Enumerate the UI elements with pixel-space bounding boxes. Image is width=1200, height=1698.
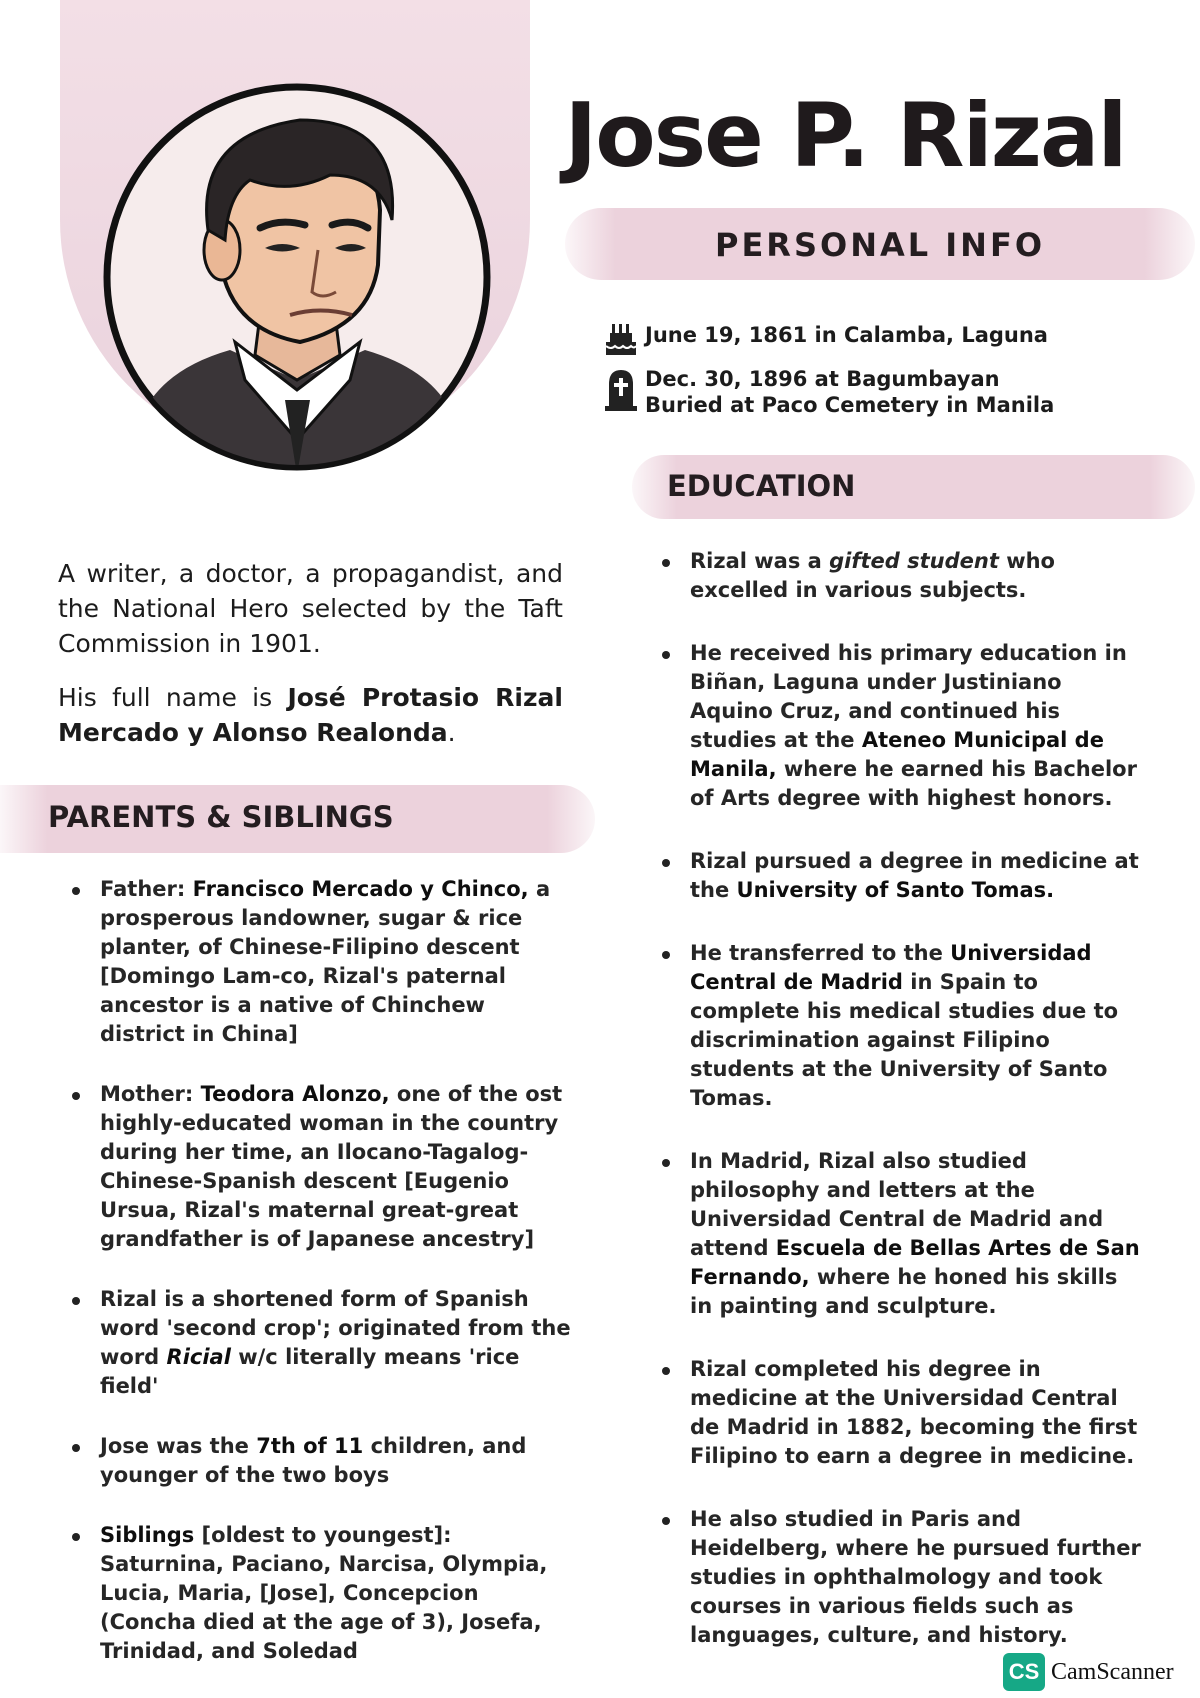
- fullname-prefix: His full name is: [58, 683, 273, 712]
- camscanner-watermark: [1003, 1652, 1174, 1692]
- personal-info-heading: PERSONAL INFO: [714, 226, 1046, 264]
- education-school: Universidad Central de Madrid: [690, 941, 1092, 994]
- mother-label: Mother:: [100, 1082, 194, 1106]
- burial-text: Buried at Paco Cemetery in Manila: [645, 393, 1055, 417]
- education-text: where he honed his skills in painting and sculpture.: [690, 1265, 1118, 1318]
- education-text: In Madrid, Rizal also studied philosophy and letters at the Universidad Central de Madrid and attend: [690, 1149, 1104, 1260]
- tombstone-icon: [603, 366, 639, 410]
- rizal-portrait: [100, 80, 495, 475]
- mother-name: Teodora Alonzo,: [200, 1082, 390, 1106]
- education-list: [662, 547, 1142, 1684]
- education-school: Ateneo Municipal de Manila,: [690, 728, 1104, 781]
- education-text: Rizal was a: [690, 549, 822, 573]
- education-item: [662, 939, 1142, 1113]
- personal-info-banner: [565, 208, 1195, 280]
- birth-info: [645, 322, 1048, 348]
- education-text: He received his primary education in Biñan, Laguna under Justiniano Aquino Cruz, and continued his studies at the: [690, 641, 1127, 752]
- education-item: [662, 1505, 1142, 1650]
- education-text: He transferred to the: [690, 941, 943, 965]
- name-origin-meaning: w/c literally means 'rice field': [100, 1345, 520, 1398]
- education-banner: [632, 455, 1195, 519]
- birth-order-text: Jose was the: [100, 1434, 249, 1458]
- intro-description: A writer, a doctor, a propagandist, and the National Hero selected by the Taft Commission in 1901.: [58, 559, 563, 658]
- siblings-label: Siblings: [100, 1523, 195, 1547]
- death-text: Dec. 30, 1896 at Bagumbayan: [645, 367, 1000, 391]
- education-item: [662, 1355, 1142, 1471]
- father-label: Father:: [100, 877, 186, 901]
- education-emphasis: gifted student: [829, 549, 999, 573]
- list-item-name-origin: [72, 1285, 572, 1401]
- parents-siblings-heading: PARENTS & SIBLINGS: [48, 800, 394, 834]
- education-text: where he earned his Bachelor of Arts degree with highest honors.: [690, 757, 1137, 810]
- education-school: University of Santo Tomas.: [736, 878, 1055, 902]
- education-text: who excelled in various subjects.: [690, 549, 1055, 602]
- birth-order-number: 7th of 11: [256, 1434, 364, 1458]
- birth-order-detail: children, and younger of the two boys: [100, 1434, 527, 1487]
- education-item: [662, 847, 1142, 905]
- list-item-siblings: [72, 1521, 572, 1666]
- education-text: Rizal pursued a degree in medicine at the: [690, 849, 1139, 902]
- list-item-mother: [72, 1080, 572, 1254]
- education-item: [662, 639, 1142, 813]
- education-text: He also studied in Paris and Heidelberg, where he pursued further studies in ophthalmology and took courses in various fields such as languages, culture, and history.: [690, 1507, 1141, 1647]
- name-origin-text: Rizal is a shortened form of Spanish word 'second crop'; originated from the word: [100, 1287, 571, 1369]
- father-text: a prosperous landowner, sugar & rice planter, of Chinese-Filipino descent [Domingo Lam-co, Rizal's paternal ancestor is a native of Chinchew district in China]: [100, 877, 551, 1046]
- education-heading: EDUCATION: [667, 469, 856, 503]
- education-text: Rizal completed his degree in medicine at the Universidad Central de Madrid in 1882, becoming the first Filipino to earn a degree in medicine.: [690, 1357, 1138, 1468]
- birthday-cake-icon: [603, 322, 639, 366]
- fullname-suffix: .: [447, 718, 456, 747]
- birth-text: June 19, 1861 in Calamba, Laguna: [645, 323, 1048, 347]
- mother-text: one of the ost highly-educated woman in the country during her time, an Ilocano-Tagalog-Chinese-Spanish descent [Eugenio Ursua, Rizal's maternal great-great grandfather is of Japanese ancestry]: [100, 1082, 563, 1251]
- education-school: Escuela de Bellas Artes de San Fernando,: [690, 1236, 1140, 1289]
- education-item: [662, 1147, 1142, 1321]
- death-info: [645, 366, 1054, 418]
- education-item: [662, 547, 1142, 605]
- page-title: Jose P. Rizal: [564, 84, 1126, 187]
- parents-siblings-banner: [0, 785, 595, 853]
- parents-siblings-list: [72, 875, 572, 1697]
- education-text: in Spain to complete his medical studies due to discrimination against Filipino students at the University of Santo Tomas.: [690, 970, 1119, 1110]
- fullname: José Protasio Rizal Mercado y Alonso Realonda: [58, 683, 563, 747]
- intro-fullname: [58, 680, 563, 750]
- camscanner-logo-icon: CS: [1003, 1653, 1045, 1691]
- siblings-text: [oldest to youngest]: Saturnina, Paciano, Narcisa, Olympia, Lucia, Maria, [Jose], Concepcion (Concha died at the age of 3), Josefa, Trinidad, and Soledad: [100, 1523, 548, 1663]
- name-origin-word: Ricial: [166, 1345, 231, 1369]
- list-item-birth-order: [72, 1432, 572, 1490]
- father-name: Francisco Mercado y Chinco,: [192, 877, 529, 901]
- camscanner-text: CamScanner: [1051, 1658, 1174, 1685]
- list-item-father: [72, 875, 572, 1049]
